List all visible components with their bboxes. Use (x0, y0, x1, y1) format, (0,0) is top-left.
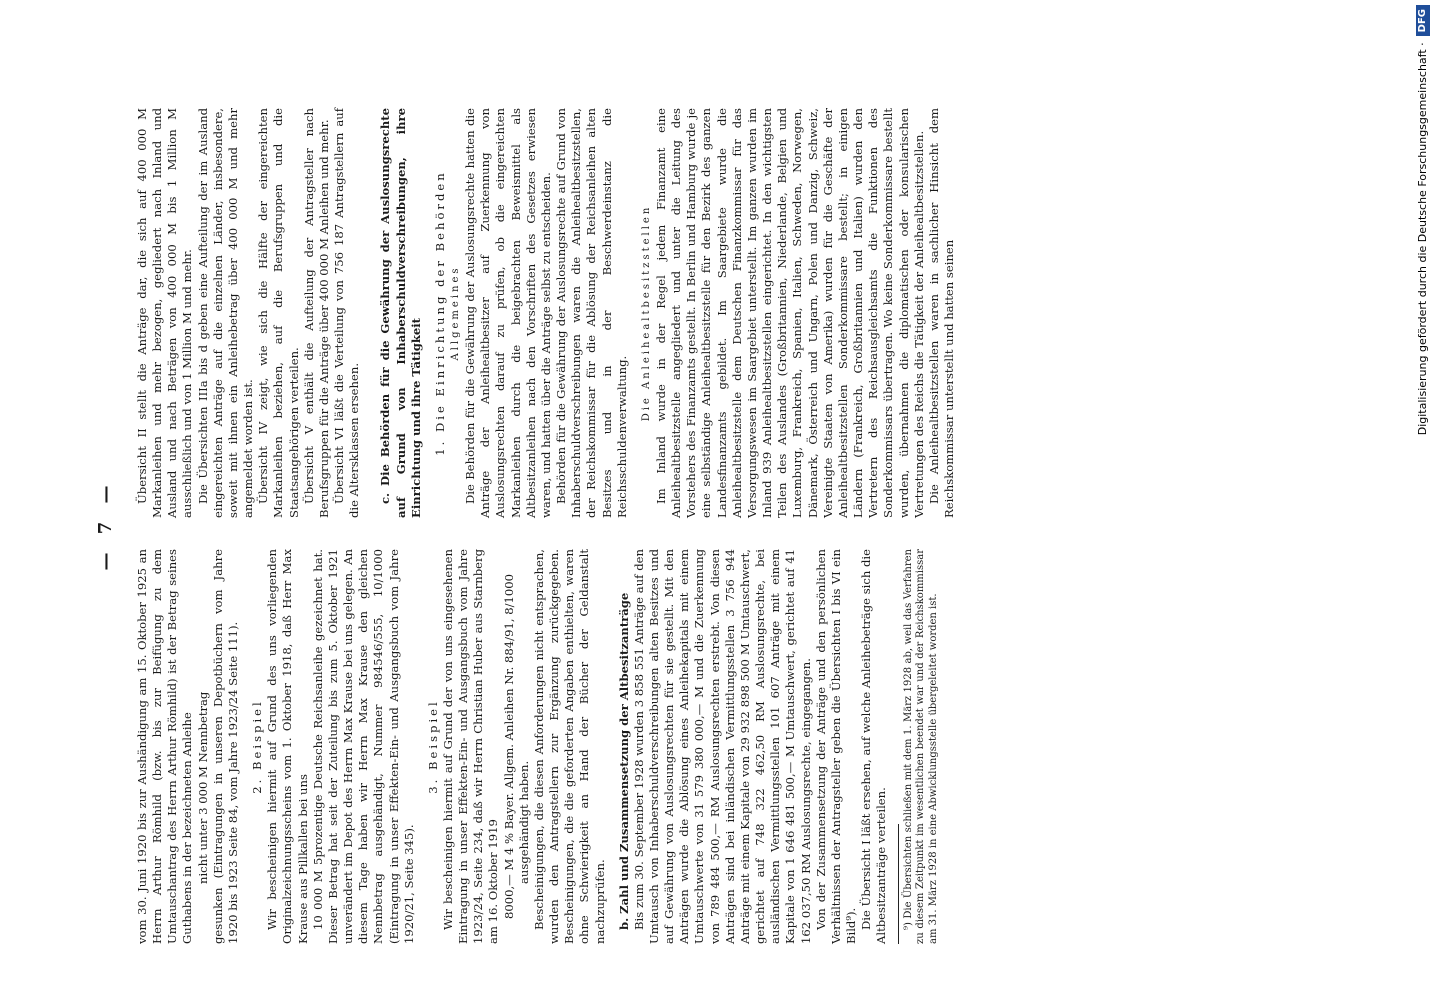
paragraph: Bis zum 30. September 1928 wurden 3 858 551 Anträge auf den Umtausch von Inhaberschuldverschreibungen alten Besitzes und auf Gewährung von Auslosungsrechten für sie gestellt. Mit den Anträgen wurde die Ablösung eines Anleihekapitals mit einem Umtauschwerte von 31 579 380 000,— M und die Zuerkennung von 789 484 500,— RM Auslosungsrechten erstrebt. Von diesen Anträgen sind bei inländischen Vermittlungsstellen 3 756 944 Anträge mit einem Kapitale von 29 932 898 500 M Umtauschwert, gerichtet auf 748 322 462,50 RM Auslosungsrechte, bei ausländischen Vermittlungsstellen 101 607 Anträge mit einem Kapitale von 1 646 481 500,— M Umtauschwert, gerichtet auf 41 162 037,50 RM Auslosungsrechte, eingegangen. (631, 549, 813, 944)
right-column (135, 108, 956, 518)
paragraph: ausgehändigt haben. (516, 760, 531, 884)
paragraph: Die Übersicht I läßt ersehen, auf welche Anleihebeträge sich die Altbesitzanträge verteilen. (859, 549, 889, 944)
paragraph: Übersicht IV zeigt, wie sich die Hälfte der eingereichten Markanleihen beziehen, auf die Berufsgruppen und die Staatsangehörigen verteilen. (256, 108, 301, 518)
subsection-heading: Die Anleihealtbesitzstellen (640, 204, 652, 422)
scanned-page (95, 100, 1315, 950)
paragraph: Die Anleihealtbesitzstellen waren in sachlicher Hinsicht dem Reichskommissar unterstellt und hatten seinen (926, 108, 956, 518)
paragraph: 8000,— M 4 % Bayer. Allgem. Anleihen Nr. 884/91, 8/1000 (501, 573, 516, 920)
credit-text: Digitalisierung gefördert durch die Deutsche Forschungsgemeinschaft · (1416, 42, 1429, 436)
paragraph: Übersicht V enthält die Aufteilung der Antragsteller nach Berufsgruppen für die Anträge über 400 000 M Anleihen und mehr. (301, 108, 331, 518)
paragraph: nicht unter 3 000 M Nennbetrag (195, 691, 210, 884)
paragraph: Übersicht VI läßt die Verteilung von 756 187 Antragstellern auf die Altersklassen ersehen. (332, 108, 362, 518)
paragraph: gesunken (Eintragungen in unseren Depotbüchern vom Jahre 1920 bis 1923 Seite 84, vom Jahre 1923/24 Seite 111). (210, 549, 240, 944)
left-column (135, 549, 939, 944)
section-heading: b. Zahl und Zusammensetzung der Altbesitzanträge (616, 592, 631, 930)
paragraph: Wir bescheinigen hiermit auf Grund des uns vorliegenden Originalzeichnungsscheins vom 1. Oktober 1918, daß Herr Max Krause aus Pillkallen bei uns (265, 549, 310, 944)
paragraph: Übersicht II stellt die Anträge dar, die sich auf 400 000 M Markanleihen und mehr bezogen, gegliedert nach Inland und Ausland und nach Beträgen von 400 000 M bis 1 Million M ausschließlich und von 1 Million M und mehr. (135, 108, 195, 518)
footnote: ⁹) Die Übersichten schließen mit dem 1. März 1928 ab, weil das Verfahren zu diesem Zeitpunkt im wesentlichen beendet war und der Reichskommissar am 31. März 1928 in eine Abwicklungsstelle übergeleitet worden ist. (902, 549, 939, 944)
page-number: — 7 — (95, 479, 116, 571)
footnote-rule (898, 824, 899, 944)
example-heading: 2. Beispiel (250, 699, 265, 794)
paragraph: Von der Zusammensetzung der Anträge und den persönlichen Verhältnissen der Antragsteller geben die Übersichten I bis VI ein Bild⁹). (813, 549, 859, 944)
example-heading: 3. Beispiel (425, 699, 440, 794)
paragraph: Behörden für die Gewährung der Auslosungsrechte auf Grund von Inhaberschuldverschreibungen waren die Anleihealtbesitzstellen, der Reichskommissar für die Ablösung der Reichsanleihen alten Besitzes und in der Beschwerdeinstanz die Reichsschuldenverwaltung. (554, 108, 629, 518)
paragraph: Die Übersichten IIIa bis d geben eine Aufteilung der im Ausland eingereichten Anträge auf die einzelnen Länder, insbesondere, soweit mit ihnen ein Anleihebetrag über 400 000 M und mehr angemeldet worden ist. (195, 108, 256, 518)
subsection-heading: Allgemeines (449, 265, 461, 361)
paragraph: Die Behörden für die Gewährung der Auslosungsrechte hatten die Anträge der Anleihealtbesitzer auf Zuerkennung von Auslosungsrechten darauf zu prüfen, ob die eingereichten Markanleihen durch die beigebrachten Beweismittel als Altbesitzanleihen nach den Vorschriften des Gesetzes erwiesen waren, und hatten über die Anträge selbst zu entscheiden. (463, 108, 553, 518)
paragraph: vom 30. Juni 1920 bis zur Aushändigung am 15. Oktober 1925 an Herrn Arthur Römhild (bzw. bis zur Beifügung zu dem Umtauschantrag des Herrn Arthur Römhild) ist der Betrag seines Guthabens in der bezeichneten Anleihe (135, 549, 195, 944)
dfg-credit (1414, 5, 1432, 995)
paragraph: Wir bescheinigen hiermit auf Grund der von uns eingesehenen Eintragung in unser Effekten-Ein- und Ausgangsbuch vom Jahre 1923/24, Seite 234, daß wir Herrn Christian Huber aus Starnberg am 16. Oktober 1919 (440, 549, 501, 944)
subsection-heading: 1. Die Einrichtung der Behörden (432, 170, 447, 456)
section-heading: c. Die Behörden für die Gewährung der Auslosungsrechte auf Grund von Inhaberschuldverschreibungen, ihre Einrichtung und ihre Tätigkeit (378, 108, 423, 518)
paragraph: Bescheinigungen, die diesen Anforderungen nicht entsprachen, wurden den Antragstellern zur Ergänzung zurückgegeben. Bescheinigungen, die die geforderten Angaben enthielten, waren ohne Schwierigkeit an Hand der Bücher der Geldanstalt nachzuprüfen. (531, 549, 607, 944)
paragraph: 10 000 M 5prozentige Deutsche Reichsanleihe gezeichnet hat. Dieser Betrag hat seit der Zuteilung bis zum 5. Oktober 1921 unverändert im Depot des Herrn Max Krause bei uns gelegen. An diesem Tage haben wir Herrn Max Krause den gleichen Nennbetrag ausgehändigt, Nummer 984546/555, 10/1000 (Eintragung in unser Effekten-Ein- und Ausgangsbuch vom Jahre 1920/21, Seite 345). (310, 549, 416, 944)
paragraph: Im Inland wurde in der Regel jedem Finanzamt eine Anleihealtbesitzstelle angegliedert und unter die Leitung des Vorstehers des Finanzamts gestellt. In Berlin und Hamburg wurde je eine selbständige Anleihealtbesitzstelle für den Bezirk des ganzen Landesfinanzamts gebildet. Im Saargebiete wurde die Anleihealtbesitzstelle dem Deutschen Finanzkommissar für das Versorgungswesen im Saargebiet unterstellt. Im ganzen wurden im Inland 939 Anleihealtbesitzstellen eingerichtet. In den wichtigsten Teilen des Auslandes (Großbritannien, Niederlande, Belgien und Luxemburg, Frankreich, Spanien, Italien, Schweden, Norwegen, Dänemark, Österreich und Ungarn, Polen und Danzig, Schweiz, Vereinigte Staaten von Amerika) wurden für die Geschäfte der Anleihealtbesitzstellen Sonderkommissare bestellt; in einigen Ländern (Frankreich, Großbritannien und Italien) wurden den Vertretern des Reichsausgleichsamts die Funktionen des Sonderkommissars übertragen. Wo keine Sonderkommissare bestellt wurden, übernahmen die diplomatischen oder konsularischen Vertretungen des Reichs die Tätigkeit der Anleihealtbesitzstellen. (654, 108, 926, 518)
dfg-logo-icon: DFG (1416, 5, 1430, 36)
